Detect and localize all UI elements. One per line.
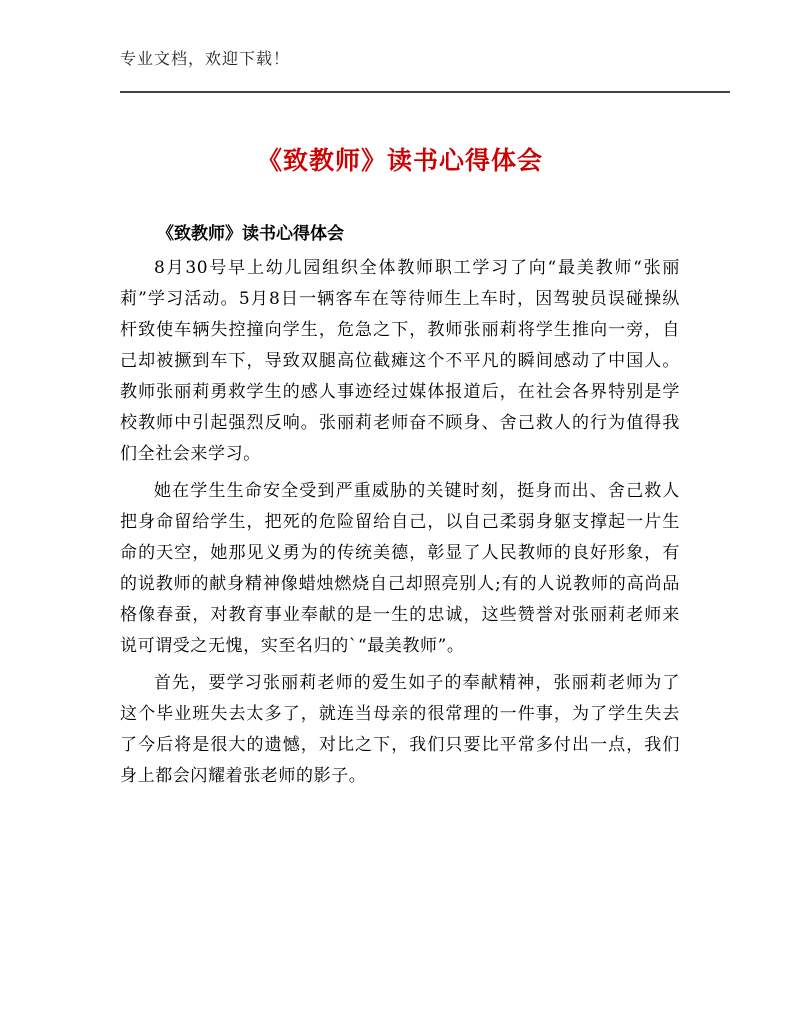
paragraph-3: 首先，要学习张丽莉老师的爱生如子的奉献精神，张丽莉老师为了这个毕业班失去太多了，就连当母亲的很常理的一件事，为了学生失去了今后将是很大的遗憾，对比之下，我们只要比平常多付出一点，我们身上都会闪耀着张老师的影子。 <box>120 673 680 786</box>
document-body <box>120 218 680 792</box>
page-header-text: 专业文档，欢迎下载！ <box>120 49 291 68</box>
document-subtitle: 《致教师》读书心得体会 <box>157 224 344 244</box>
document-title: 《致教师》读书心得体会 <box>256 146 543 175</box>
paragraph-1: 8月30号早上幼儿园组织全体教师职工学习了向“最美教师“张丽莉”学习活动。5月8日一辆客车在等待师生上车时，因驾驶员误碰操纵杆致使车辆失控撞向学生，危急之下，教师张丽莉将学生推向一旁，自己却被撅到车下，导致双腿高位截瘫这个不平凡的瞬间感动了中国人。教师张丽莉勇救学生的感人事迹经过媒体报道后，在社会各界特别是学校教师中引起强烈反响。张丽莉老师奋不顾身、舍己救人的行为值得我们全社会来学习。 <box>120 258 680 464</box>
header-divider <box>120 91 730 93</box>
paragraph-2: 她在学生生命安全受到严重威胁的关键时刻，挺身而出、舍己救人把身命留给学生，把死的危险留给自己，以自己柔弱身躯支撑起一片生命的天空，她那见义勇为的传统美德，彰显了人民教师的良好形象，有的说教师的献身精神像蜡烛燃烧自己却照亮别人;有的人说教师的高尚品格像春蚕，对教育事业奉献的是一生的忠诚，这些赞誉对张丽莉老师来说可谓受之无愧，实至名归的`“最美教师”。 <box>120 481 680 656</box>
